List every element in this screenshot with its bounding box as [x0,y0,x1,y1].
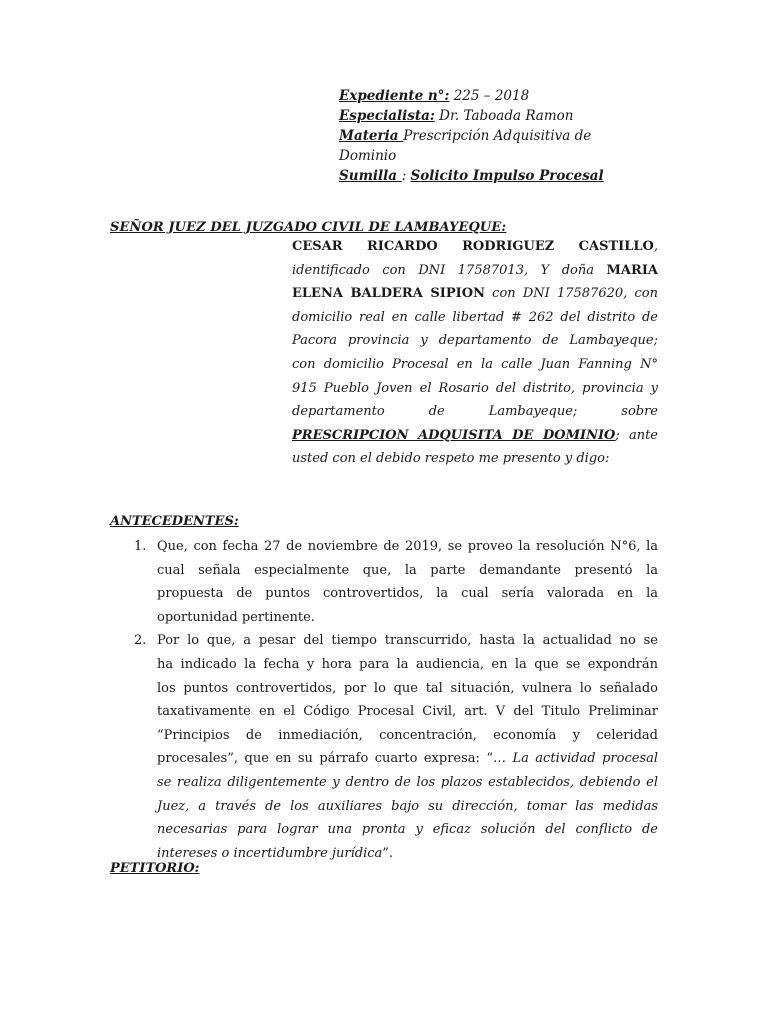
quoted-text: La actividad procesal [506,751,658,767]
co-petitioner-name: MARIA [606,262,658,278]
item-line: cual señala especialmente que, la parte demandante presentó la [157,562,658,578]
materia-line [339,126,639,146]
intro-line [292,259,658,283]
sumilla-line [339,166,639,186]
especialista-label: Especialista: [339,108,435,124]
item-line: taxativamente en el Código Procesal Civil, art. V del Titulo Preliminar [157,704,658,720]
intro-line: domicilio real en calle libertad # 262 del distrito de [292,309,658,325]
intro-line [292,282,658,306]
petitorio-heading: PETITORIO: [110,861,200,876]
antecedentes-list [128,535,658,865]
expediente-line [339,86,639,106]
item-line: los puntos controvertidos, por lo que tal situación, vulnera lo señalado [157,680,658,696]
intro-paragraph [292,235,658,471]
item-line [157,747,658,771]
intro-text: , [653,239,658,254]
especialista-value: Dr. Taboada Ramon [434,108,574,124]
intro-line [292,235,658,259]
item-line: oportunidad pertinente. [157,609,315,625]
materia-label: Materia [339,128,404,144]
item-text: ”. [382,845,394,861]
expediente-label: Expediente n°: [339,88,450,104]
item-line: “Principios de inmediación, concentración, economía y celeridad [157,727,658,743]
list-item [128,629,658,865]
intro-line: con domicilio Procesal en la calle Juan Fanning N° [292,356,658,372]
quoted-text: intereses o incertidumbre jurídica [157,845,383,861]
co-petitioner-name-cont: ELENA BALDERA SIPION [292,286,485,302]
especialista-line [339,106,639,126]
quoted-line: necesarias para lograr una pronta y eficaz solución del conflicto de [157,822,658,838]
item-line: ha indicado la fecha y hora para la audiencia, en la que se expondrán [157,656,658,672]
sumilla-label: Sumilla [339,168,402,184]
antecedentes-heading: ANTECEDENTES: [110,514,239,529]
intro-line: usted con el debido respeto me presento y digo: [292,451,610,467]
addressee-heading: SEÑOR JUEZ DEL JUZGADO CIVIL DE LAMBAYEQUE: [110,220,507,235]
item-line: Por lo que, a pesar del tiempo transcurrido, hasta la actualidad no se [157,633,658,649]
item-line [157,842,658,866]
intro-line: departamento de Lambayeque; sobre [292,404,658,420]
intro-line [292,424,658,448]
petitioner-name: CESAR RICARDO RODRIGUEZ CASTILLO [292,239,654,254]
item-line: propuesta de puntos controvertidos, la cual sería valorada en la [157,586,658,602]
intro-line: 915 Pueblo Joven el Rosario del distrito, provincia y [292,380,658,396]
case-header [339,86,639,186]
sumilla-separator: : [401,168,411,184]
materia-line-2: Dominio [339,148,397,164]
intro-line: Pacora provincia y departamento de Lambayeque; [292,333,658,349]
intro-text: identificado con DNI 17587013, Y doña [292,262,607,278]
quoted-line: se realiza diligentemente y dentro de los plazos establecidos, debiendo el [157,774,658,790]
intro-text: ; ante [615,427,658,443]
quoted-line: Juez, a través de los auxiliares bajo su dirección, tomar las medidas [157,798,658,814]
case-subject: PRESCRIPCION ADQUISITA DE DOMINIO [292,427,616,443]
expediente-value: 225 – 2018 [449,88,530,104]
item-line: Que, con fecha 27 de noviembre de 2019, se proveo la resolución N°6, la [157,539,658,554]
list-item-number: 1. [134,539,147,554]
list-item [128,535,658,629]
sumilla-value: Solicito Impulso Procesal [410,168,604,184]
intro-text: con DNI 17587620, con [484,286,658,302]
item-text: procesales”, que en su párrafo cuarto expresa: “… [157,751,507,767]
list-item-number: 2. [134,633,147,649]
materia-value: Prescripción Adquisitiva de [403,128,592,144]
